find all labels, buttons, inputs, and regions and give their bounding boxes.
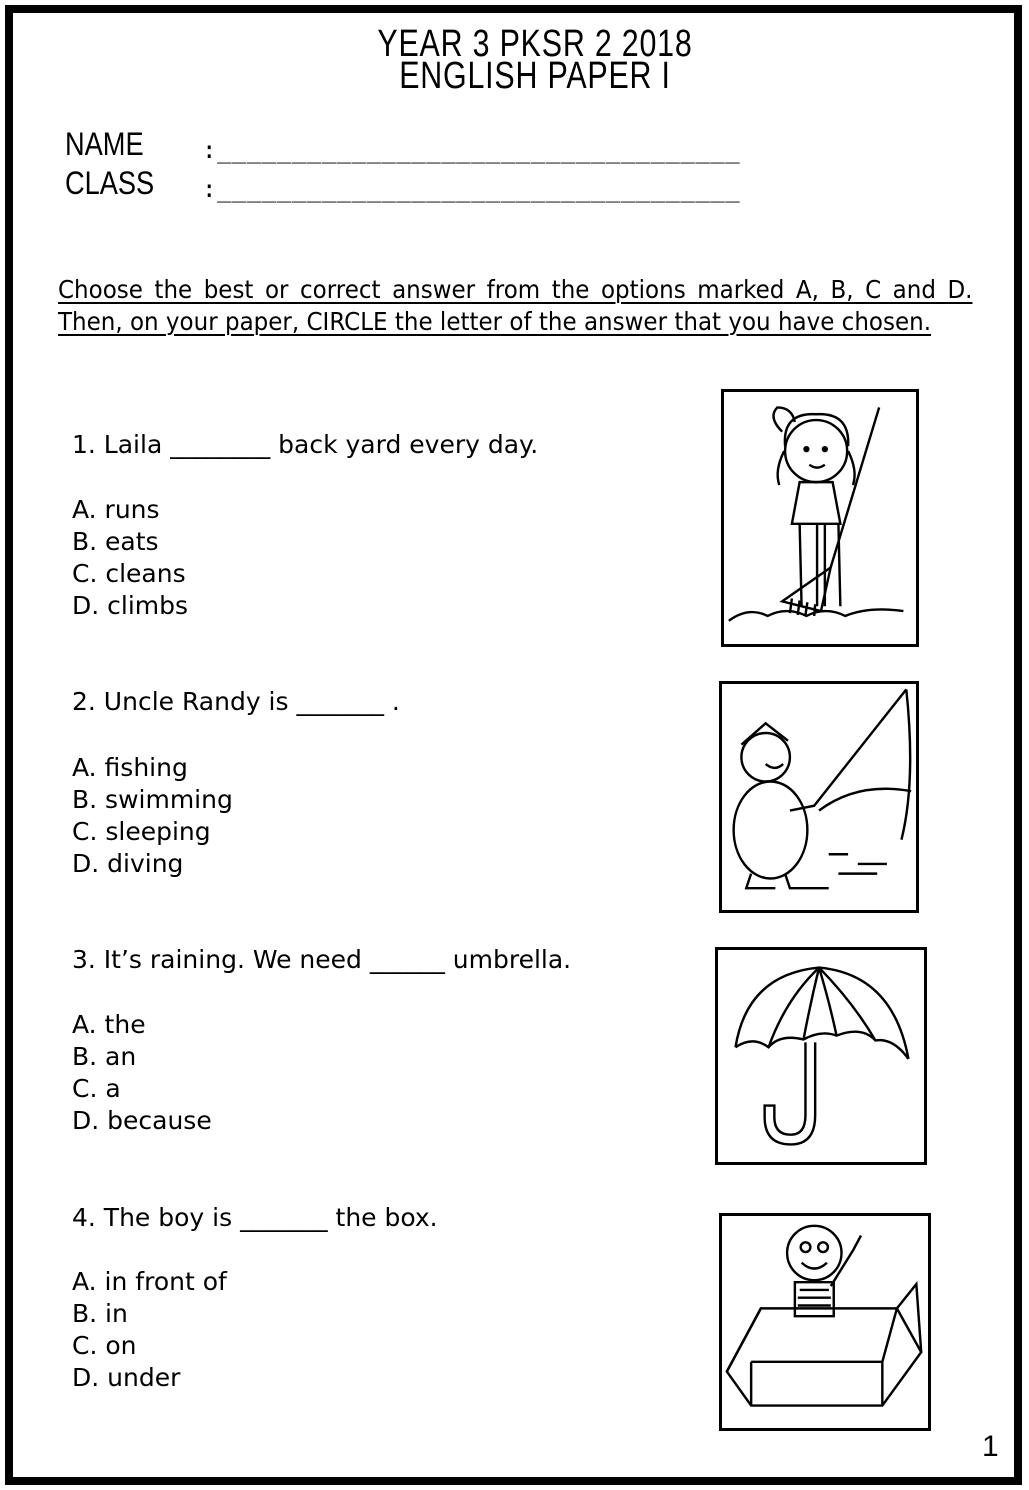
boy-in-box-picture [719,1213,931,1431]
question-4-option-c[interactable]: C. on [72,1331,137,1360]
question-2-stem: 2. Uncle Randy is _______ . [72,687,400,716]
question-2-option-c[interactable]: C. sleeping [72,817,211,846]
question-4-stem: 4. The boy is _______ the box. [72,1203,438,1232]
question-2-option-a[interactable]: A. fishing [72,753,188,782]
girl-raking-picture [721,389,919,647]
title-line-1: YEAR 3 PKSR 2 2018 [377,23,693,65]
class-field[interactable]: :___________________________________ [202,175,741,203]
name-label: NAME [65,126,144,162]
title-line-2: ENGLISH PAPER I [399,55,671,97]
class-label: CLASS [65,165,155,201]
instructions: Choose the best or correct answer from the options marked A, B, C and D. Then, on your paper, CIRCLE the letter of the answer that you have chosen. [58,275,973,336]
name-field[interactable]: :___________________________________ [202,136,741,164]
question-1-stem: 1. Laila ________ back yard every day. [72,430,539,459]
question-1-option-b[interactable]: B. eats [72,527,159,556]
page-number: 1 [982,1430,999,1463]
question-2-option-b[interactable]: B. swimming [72,785,233,814]
question-2-option-d[interactable]: D. diving [72,849,184,878]
question-3-option-b[interactable]: B. an [72,1042,137,1071]
man-fishing-picture [719,681,919,913]
question-1-option-c[interactable]: C. cleans [72,559,186,588]
question-3-option-a[interactable]: A. the [72,1010,146,1039]
question-4-option-d[interactable]: D. under [72,1363,181,1392]
question-3-stem: 3. It’s raining. We need ______ umbrella. [72,945,572,974]
umbrella-picture [715,947,927,1165]
question-4-option-a[interactable]: A. in front of [72,1267,227,1296]
question-4-option-b[interactable]: B. in [72,1299,128,1328]
question-1-option-d[interactable]: D. climbs [72,591,189,620]
question-3-option-d[interactable]: D. because [72,1106,212,1135]
question-1-option-a[interactable]: A. runs [72,495,160,524]
question-3-option-c[interactable]: C. a [72,1074,121,1103]
